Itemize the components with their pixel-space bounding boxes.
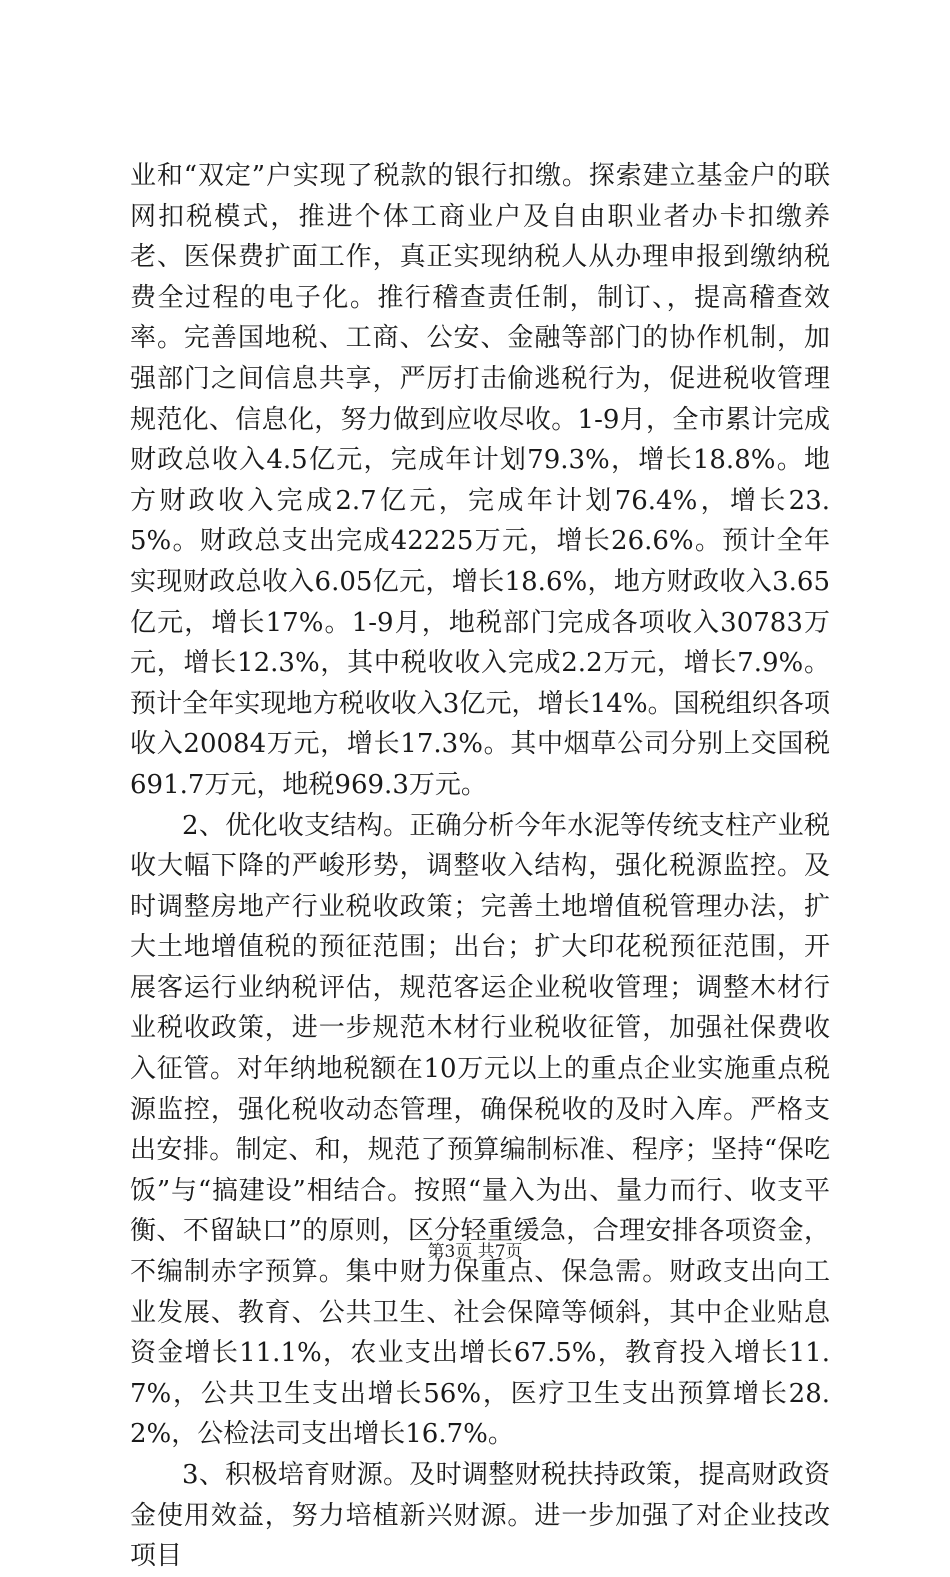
- paragraph-3: 3、积极培育财源。及时调整财税扶持政策，提高财政资金使用效益，努力培植新兴财源。进一步加强了对企业技改项目: [130, 1460, 830, 1572]
- page-number-label: 第3页 共7页: [427, 1242, 523, 1262]
- document-body: [130, 156, 830, 1577]
- paragraph-2: 2、优化收支结构。正确分析今年水泥等传统支柱产业税收大幅下降的严峻形势，调整收入结构，强化税源监控。及时调整房地产行业税收政策；完善土地增值税管理办法，扩大土地增值税的预征范围；出台；扩大印花税预征范围，开展客运行业纳税评估，规范客运企业税收管理；调整木材行业税收政策，进一步规范木材行业税收征管，加强社保费收入征管。对年纳地税额在10万元以上的重点企业实施重点税源监控，强化税收动态管理，确保税收的及时入库。严格支出安排。制定、和，规范了预算编制标准、程序；坚持“保吃饭”与“搞建设”相结合。按照“量入为出、量力而行、收支平衡、不留缺口”的原则，区分轻重缓急，合理安排各项资金，不编制赤字预算。集中财力保重点、保急需。财政支出向工业发展、教育、公共卫生、社会保障等倾斜，其中企业贴息资金增长11.1%，农业支出增长67.5%，教育投入增长11.7%，公共卫生支出增长56%，医疗卫生支出预算增长28.2%，公检法司支出增长16.7%。: [130, 810, 830, 1450]
- page-footer: [0, 1240, 950, 1264]
- paragraph-1: 业和“双定”户实现了税款的银行扣缴。探索建立基金户的联网扣税模式，推进个体工商业户及自由职业者办卡扣缴养老、医保费扩面工作，真正实现纳税人从办理申报到缴纳税费全过程的电子化。推行稽查责任制，制订、，提高稽查效率。完善国地税、工商、公安、金融等部门的协作机制，加强部门之间信息共享，严厉打击偷逃税行为，促进税收管理规范化、信息化，努力做到应收尽收。1-9月，全市累计完成财政总收入4.5亿元，完成年计划79.3%，增长18.8%。地方财政收入完成2.7亿元，完成年计划76.4%，增长23.5%。财政总支出完成42225万元，增长26.6%。预计全年实现财政总收入6.05亿元，增长18.6%，地方财政收入3.65亿元，增长17%。1-9月，地税部门完成各项收入30783万元，增长12.3%，其中税收收入完成2.2万元，增长7.9%。预计全年实现地方税收收入3亿元，增长14%。国税组织各项收入20084万元，增长17.3%。其中烟草公司分别上交国税691.7万元，地税969.3万元。: [130, 161, 830, 800]
